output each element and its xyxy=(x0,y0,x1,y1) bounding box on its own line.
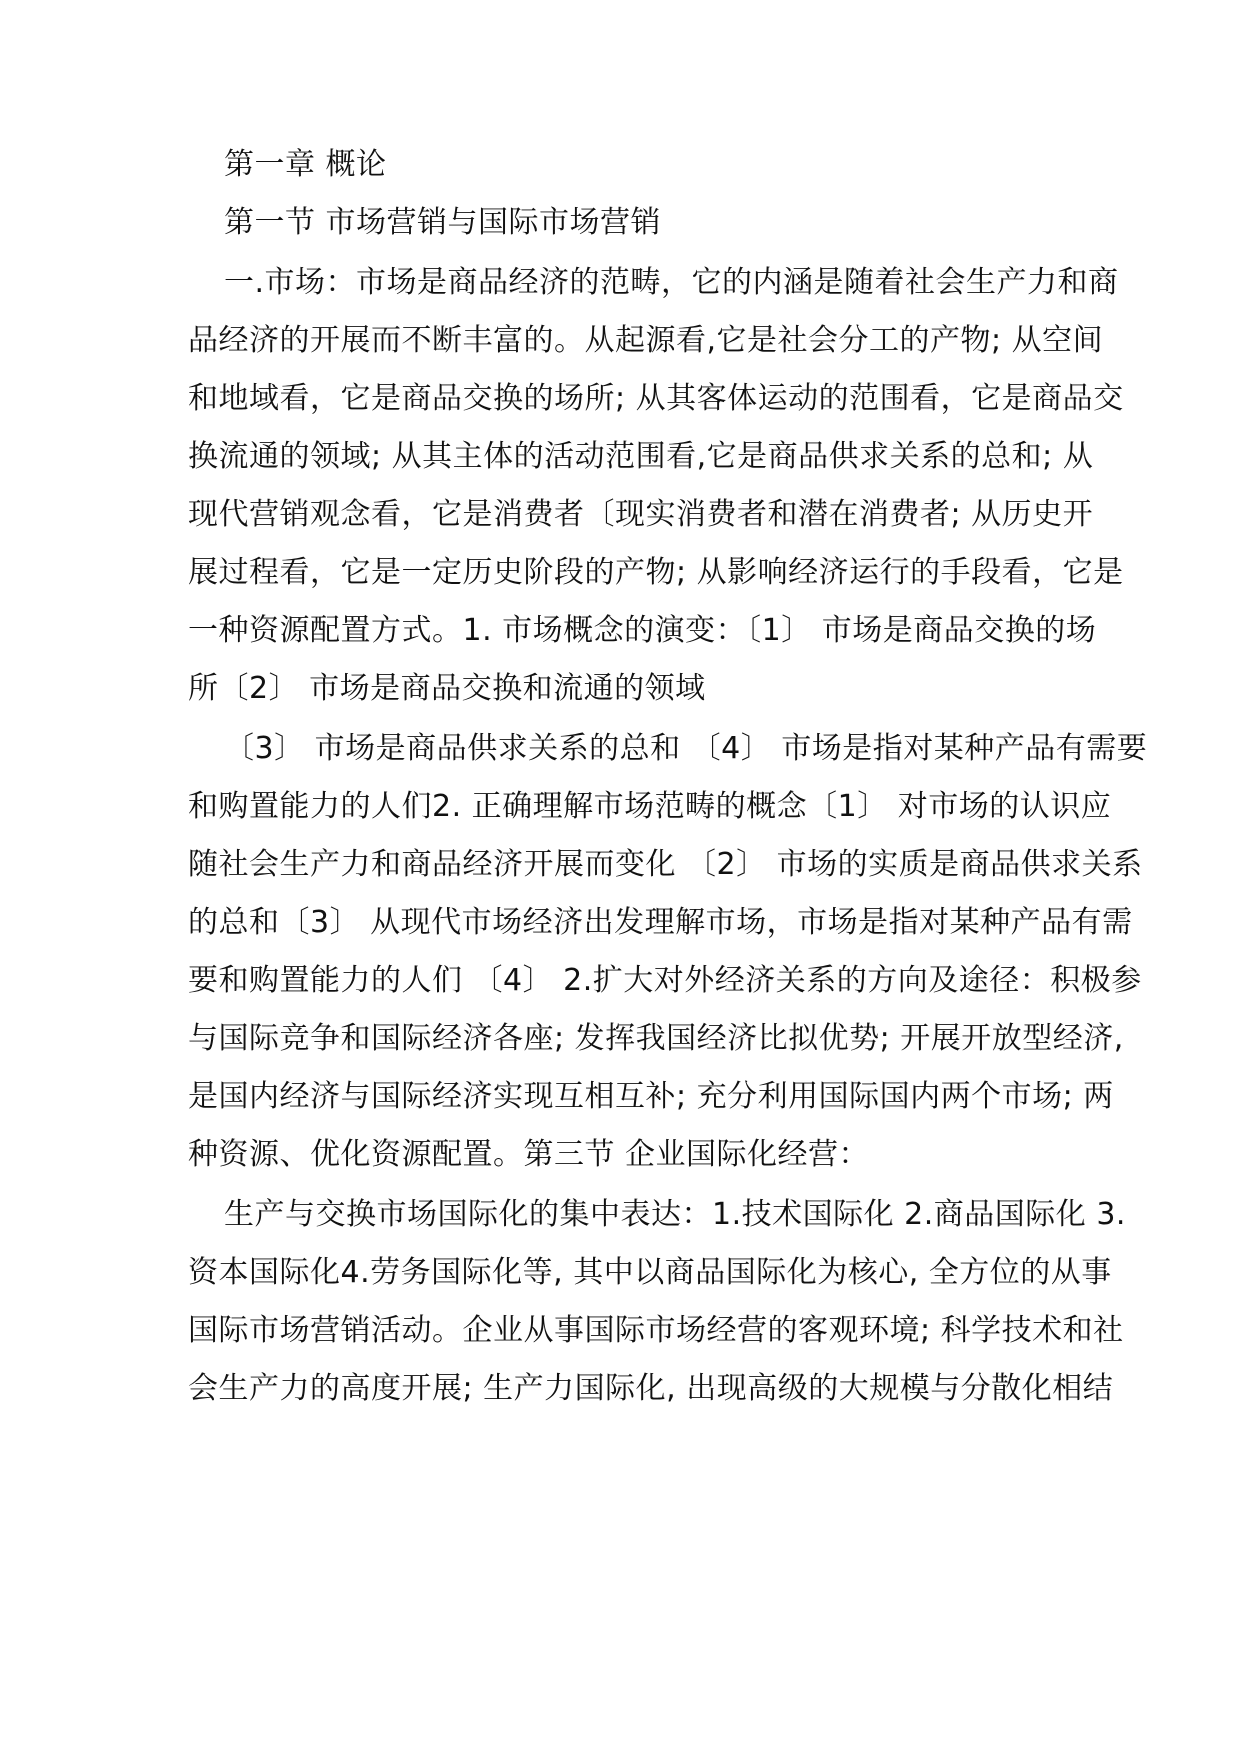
paragraph-line: 和购置能力的人们2. 正确理解市场范畴的概念〔1〕 对市场的认识应 xyxy=(188,789,1112,824)
paragraph-line: 是国内经济与国际经济实现互相互补; 充分利用国际国内两个市场; 两 xyxy=(188,1079,1114,1114)
paragraph-line: 国际市场营销活动。企业从事国际市场经营的客观环境; 科学技术和社 xyxy=(188,1313,1124,1348)
paragraph-line: 资本国际化4.劳务国际化等, 其中以商品国际化为核心, 全方位的从事 xyxy=(188,1255,1112,1290)
section-title: 第一节 市场营销与国际市场营销 xyxy=(224,205,662,240)
paragraph-line: 〔3〕 市场是商品供求关系的总和 〔4〕 市场是指对某种产品有需要 xyxy=(224,731,1148,766)
paragraph-line: 会生产力的高度开展; 生产力国际化, 出现高级的大规模与分散化相结 xyxy=(188,1371,1114,1406)
paragraph-line: 随社会生产力和商品经济开展而变化 〔2〕 市场的实质是商品供求关系 xyxy=(188,847,1143,882)
paragraph-line: 生产与交换市场国际化的集中表达：1.技术国际化 2.商品国际化 3. xyxy=(224,1197,1126,1232)
paragraph-line: 要和购置能力的人们 〔4〕 2.扩大对外经济关系的方向及途径：积极参 xyxy=(188,963,1142,998)
paragraph-line: 展过程看，它是一定历史阶段的产物; 从影响经济运行的手段看，它是 xyxy=(188,555,1124,590)
paragraph-line: 换流通的领域; 从其主体的活动范围看,它是商品供求关系的总和; 从 xyxy=(188,439,1094,474)
paragraph-line: 所〔2〕 市场是商品交换和流通的领域 xyxy=(188,671,706,706)
paragraph-line: 的总和〔3〕 从现代市场经济出发理解市场，市场是指对某种产品有需 xyxy=(188,905,1133,940)
chapter-title: 第一章 概论 xyxy=(224,147,387,182)
paragraph-line: 品经济的开展而不断丰富的。从起源看,它是社会分工的产物; 从空间 xyxy=(188,323,1104,358)
paragraph-line: 一.市场：市场是商品经济的范畴，它的内涵是随着社会生产力和商 xyxy=(224,265,1119,300)
paragraph-line: 一种资源配置方式。1. 市场概念的演变：〔1〕 市场是商品交换的场 xyxy=(188,613,1097,648)
paragraph-line: 现代营销观念看，它是消费者〔现实消费者和潜在消费者; 从历史开 xyxy=(188,497,1094,532)
paragraph-line: 种资源、优化资源配置。第三节 企业国际化经营： xyxy=(188,1137,870,1172)
paragraph-line: 和地域看，它是商品交换的场所; 从其客体运动的范围看，它是商品交 xyxy=(188,381,1124,416)
paragraph-line: 与国际竞争和国际经济各座; 发挥我国经济比拟优势; 开展开放型经济, xyxy=(188,1021,1124,1056)
